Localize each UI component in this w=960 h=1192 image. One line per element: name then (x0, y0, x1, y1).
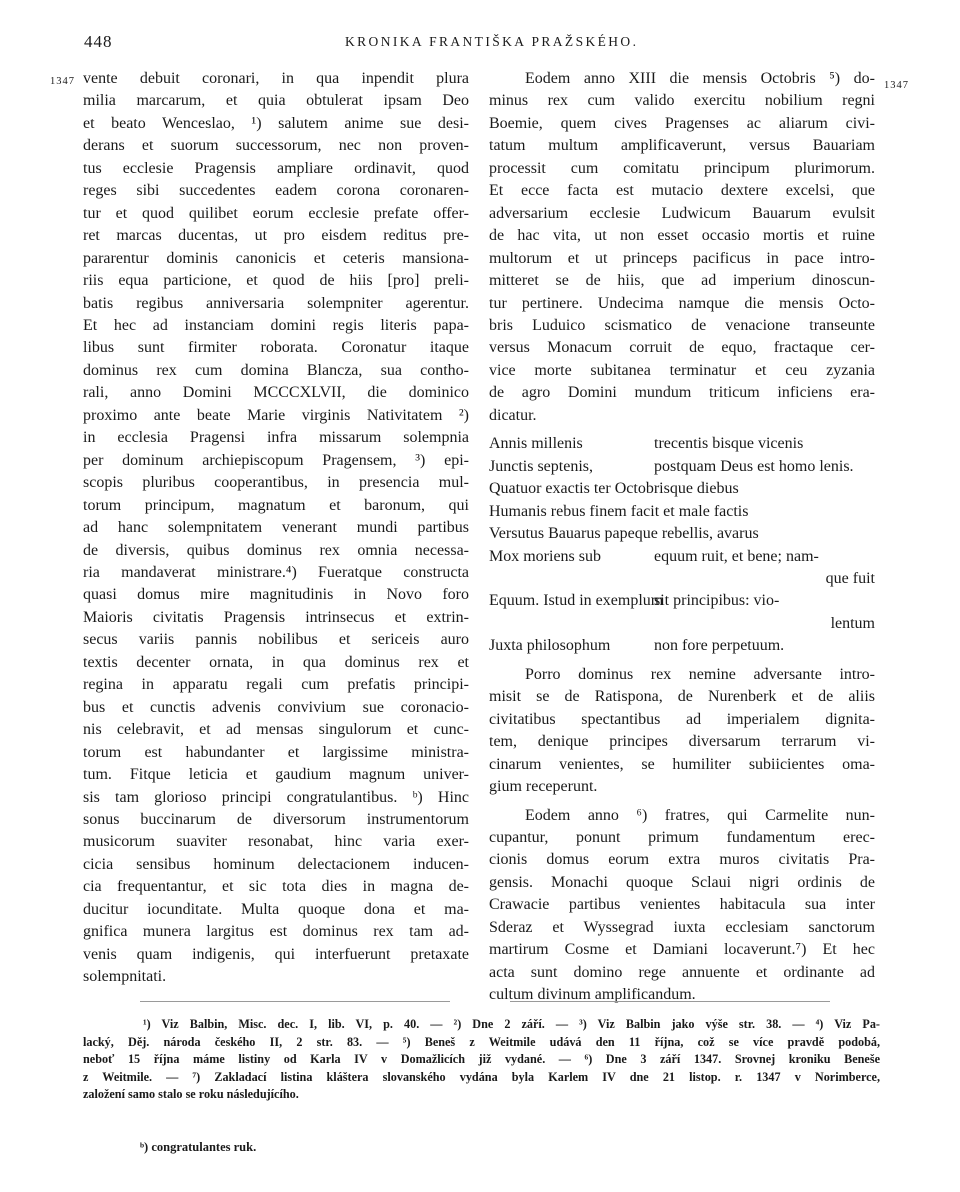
text-line: libus sunt firmiter roborata. Coronatur itaque (83, 339, 469, 357)
text-line: riis equa particione, et quod de hiis [pro] preli- (83, 272, 469, 290)
footnote-line: lacký, Děj. národa českého II, 2 str. 83. — ⁵) Beneš z Weitmile udává den 11 října, což se více pravdě podobá, (83, 1034, 880, 1049)
text-line: cionis domus eorum extra muros civitatis Pra- (489, 851, 875, 869)
running-title: KRONIKA FRANTIŠKA PRAŽSKÉHO. (345, 34, 639, 49)
text-line: dicatur. (489, 406, 537, 424)
text-line: reges sibi succedentes eadem corona coronaren- (83, 182, 469, 200)
text-line: torum principum, magnatum et baronum, qui (83, 496, 469, 514)
text-line: tatum multum amplificaverunt, versus Bauariam (489, 137, 875, 155)
verse-continuation: lentum (830, 614, 875, 632)
verse-line (489, 456, 875, 478)
text-line: derans et suorum successorum, nec non proven- (83, 137, 469, 155)
text-line: Et hec ad instanciam domini regis literis papa- (83, 316, 469, 334)
text-line: Boemie, quem cives Pragenses ac aliarum civi- (489, 114, 875, 132)
text-line: et beato Wenceslao, ¹) salutem anime sue desi- (83, 114, 469, 132)
text-line: misit se de Ratispona, de Nurenberk et de aliis (489, 688, 875, 706)
text-line: vente debuit coronari, in qua inpendit plura (83, 70, 469, 87)
text-line: torum est habundanter et largissime ministra- (83, 743, 469, 761)
text-line: pararentur dominis canonicis et ceteris mansiona- (83, 249, 469, 267)
left-column (83, 68, 469, 989)
text-line: de hac vita, ut non esset occasio mortis et ruine (489, 227, 875, 245)
verse-second-half: equum ruit, et bene; nam- (654, 547, 819, 565)
text-line: dominus rex cum domina Blancza, sua contho- (83, 361, 469, 379)
verse-first-half: Junctis septenis, (489, 457, 593, 475)
footnotes (83, 1016, 880, 1104)
text-line: tum. Fitque leticia et gaudium magnum univer- (83, 766, 469, 784)
text-line: rali, anno Domini MCCCXLVII, die dominico (83, 384, 469, 402)
text-line: minus rex cum valido exercitu nobilium regni (489, 92, 875, 110)
text-line: Et ecce facta est mutacio dextere excelsi, que (489, 182, 875, 200)
text-line: gium receperunt. (489, 778, 598, 796)
text-line: martirum Cosme et Damiani locaverunt.⁷) Et hec (489, 941, 875, 959)
text-line: gnifica munera largitus est dominus rex tam ad- (83, 923, 469, 941)
text-line: textis decenter ornata, in qua dominus rex et (83, 653, 469, 671)
footnote-line: ¹) Viz Balbin, Misc. dec. I, lib. VI, p. 40. — ²) Dne 2 září. — ³) Viz Balbin jako výše str. 38. — ⁴) Viz Pa- (143, 1017, 880, 1031)
text-line: processit cum comitatu principum plurimorum. (489, 159, 875, 177)
text-line: bris Luduico scismatico de venacione transeunte (489, 316, 875, 334)
text-line: milia marcarum, et quia obtulerat ipsam Deo (83, 92, 469, 110)
right-column (489, 68, 875, 1007)
text-line: cia frequentantur, et sic tota dies in magna de- (83, 878, 469, 896)
verse-line (489, 590, 875, 612)
paragraph-imperial-cities (489, 664, 875, 799)
text-line: Crawacie partibus venientes habitacula sua inter (489, 896, 875, 914)
verse-line (489, 635, 875, 657)
verse-epitaph (489, 433, 875, 658)
text-line: ad hanc solempnitatem venerant mundi partibus (83, 519, 469, 537)
text-line: regina in apparatu regali cum prefatis principi- (83, 676, 469, 694)
text-line: de diversis, quibus dominus rex omnia necessa- (83, 541, 469, 559)
text-line: tur pertinere. Undecima namque die mensis Octo- (489, 294, 875, 312)
footnote-divider-left (140, 1001, 450, 1002)
verse-first-half: Equum. Istud in exemplum (489, 592, 664, 610)
footnote-line: založení samo stalo se roku následujícího. (83, 1087, 299, 1102)
text-line: tur et quod quilibet eorum ecclesie prefate offer- (83, 204, 469, 222)
text-line: solempnitati. (83, 968, 167, 986)
text-line: sis tam glorioso principi congratulantibus. ᵇ) Hinc (83, 788, 469, 806)
textual-variant-note: ᵇ) congratulantes ruk. (140, 1140, 257, 1154)
text-line: Maioris civitatis Pragensis intrinsecus et extrin- (83, 608, 469, 626)
text-line: in ecclesia Pragensi infra missarum solempnia (83, 429, 469, 447)
text-line: vice morte subitanea terminatur et ceu zyzania (489, 361, 875, 379)
margin-year-left: 1347 (50, 76, 75, 87)
verse-line (489, 478, 875, 500)
text-line: cicia sensibus hominum delectacionem inducen- (83, 855, 469, 873)
text-line: multorum et ut princeps pacificus in pace intro- (489, 249, 875, 267)
text-line: batis regibus anniversaria solempniter agerentur. (83, 294, 469, 312)
text-line: musicorum suaviter resonabat, hinc varia exer- (83, 833, 469, 851)
verse-line (489, 501, 875, 523)
text-line: ria mandaverat ministrare.⁴) Fueratque constructa (83, 563, 469, 581)
text-line: Eodem anno XIII die mensis Octobris ⁵) do- (525, 70, 875, 87)
margin-year-right: 1347 (884, 80, 909, 91)
text-line: mitteret se de hiis, que ad imperium dinoscun- (489, 272, 875, 290)
verse-line (489, 433, 875, 455)
text-line: ret marcas ducentas, ut pro eisdem reditus pre- (83, 227, 469, 245)
text-line: civitatibus spectantibus ad imperialem dignita- (489, 710, 875, 728)
text-line: de agro Domini mundum triticum inficiens era- (489, 384, 875, 402)
left-column-text (83, 68, 469, 989)
text-line: scopis pluribus cooperantibus, in presencia mul- (83, 474, 469, 492)
verse-second-half: postquam Deus est homo lenis. (654, 457, 854, 475)
text-line: secus variis pannis nobilibus et sericeis auro (83, 631, 469, 649)
text-line: Sderaz et Wyssegrad iuxta ecclesiam sanctorum (489, 918, 875, 936)
text-line: proximo ante beate Marie virginis Nativitatem ²) (83, 406, 469, 424)
verse-line (489, 523, 875, 545)
text-line: cultum divinum amplificandum. (489, 986, 696, 1004)
text-line: Porro dominus rex nemine adversante intro- (525, 665, 875, 683)
footnote-line: z Weitmile. — ⁷) Zakladací listina kláštera slovanského vydána byla Karlem IV dne 21 listop. r. 1347 v Norimberce, (83, 1069, 880, 1084)
verse-second-half: non fore perpetuum. (654, 637, 785, 655)
verse-first-half: Annis millenis (489, 435, 583, 453)
verse-second-half: trecentis bisque vicenis (654, 435, 804, 453)
text-line: tem, denique principes diversarum terrarum vi- (489, 733, 875, 751)
verse-first-half: Mox moriens sub (489, 547, 601, 565)
verse-line (489, 546, 875, 568)
text-line: per dominum archiepiscopum Pragensem, ³) epi- (83, 451, 469, 469)
verse-first-half: Quatuor exactis ter Octobrisque diebus (489, 480, 739, 498)
verse-first-half: Humanis rebus finem facit et male factis (489, 502, 749, 520)
text-line: ducitur iocunditate. Multa quoque dona et ma- (83, 900, 469, 918)
text-line: sonus buccinarum de diversorum instrumentorum (83, 810, 469, 828)
text-line: acta sunt domino rege annuente et ordinante ad (489, 963, 875, 981)
verse-continuation: que fuit (825, 569, 875, 587)
text-line: cupantur, ponunt primum fundamentum erec- (489, 828, 875, 846)
text-line: adversarium ecclesie Ludwicum Bauarum evulsit (489, 204, 875, 222)
text-line: nis celebravit, et ad mensas singulorum et cunc- (83, 721, 469, 739)
text-line: bus et cunctis advenis convivium sue coronacio- (83, 698, 469, 716)
verse-first-half: Versutus Bauarus papeque rebellis, avarus (489, 525, 759, 543)
footnote-line: neboť 15 října máme listiny od Karla IV v Domažlicích již vydané. — ⁶) Dne 3 září 1347. Srovnej kroniku Beneše (83, 1052, 880, 1067)
text-line: quasi domus mire magnitudinis in Novo foro (83, 586, 469, 604)
text-line: venis quam indigenis, qui interfuerunt pretaxate (83, 945, 469, 963)
text-line: versus Monacum corruit de equo, fractaque cer- (489, 339, 875, 357)
page-number: 448 (84, 32, 113, 51)
paragraph-ludwig-death (489, 68, 875, 427)
text-line: tus ecclesie Pragensis ampliare ordinavit, quod (83, 159, 469, 177)
verse-first-half: Juxta philosophum (489, 637, 611, 655)
footnote-divider-right (510, 1001, 830, 1002)
text-line: Eodem anno ⁶) fratres, qui Carmelite nun- (525, 806, 875, 824)
paragraph-carmelites (489, 805, 875, 1007)
text-line: gensis. Monachi quoque Sclaui nigri ordinis de (489, 873, 875, 891)
verse-second-half: sit principibus: vio- (654, 592, 780, 610)
text-line: cinarum venientes, se humiliter subiicientes oma- (489, 755, 875, 773)
